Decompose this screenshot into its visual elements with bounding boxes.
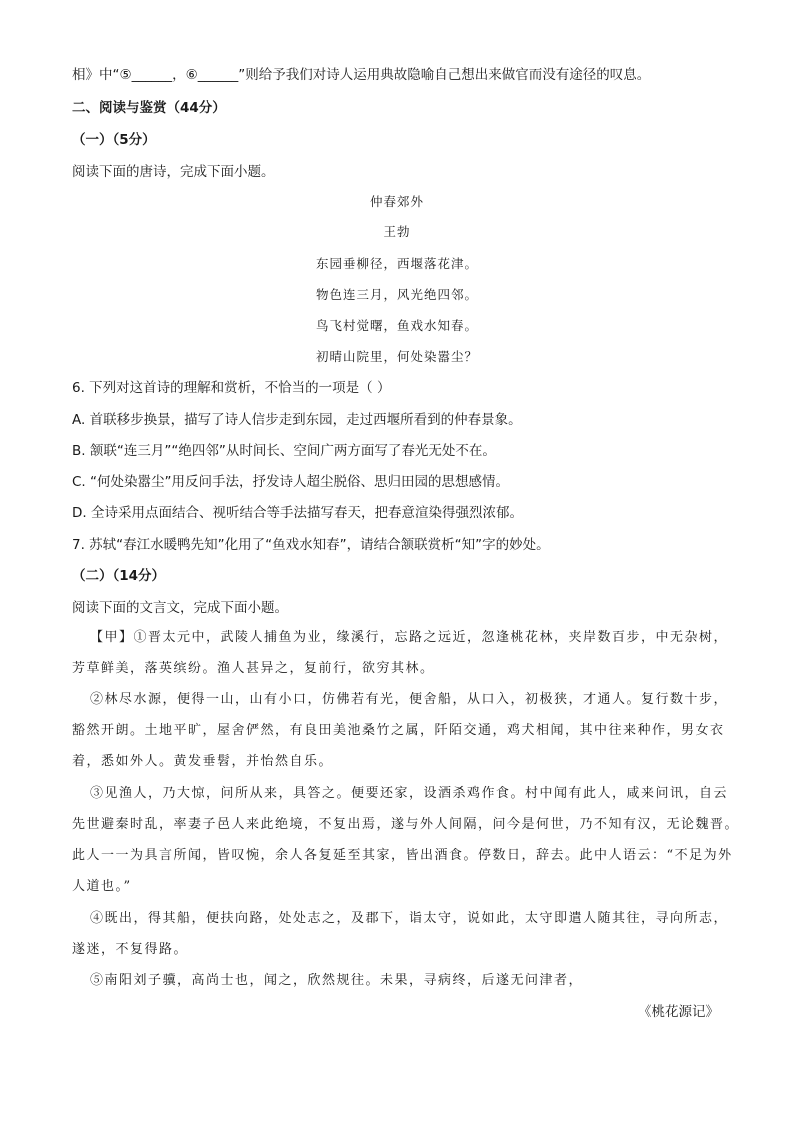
part1-instruction: 阅读下面的唐诗，完成下面小题。	[72, 164, 275, 180]
classical-text-line: ②林尽水源，便得一山，山有小口，仿佛若有光，便舍船，从口入，初极狭，才通人。复行数十步，	[90, 692, 729, 707]
poem-author: 王勃	[383, 224, 411, 239]
classical-text-line: 【甲】①晋太元中，武陵人捕鱼为业，缘溪行，忘路之远近，忽逢桃花林，夹岸数百步，中无杂树，	[90, 630, 729, 645]
question-6-option-d: D. 全诗采用点面结合、视听结合等手法描写春天，把春意渲染得强烈浓郁。	[72, 505, 523, 521]
part2-instruction: 阅读下面的文言文，完成下面小题。	[72, 600, 288, 616]
part1-heading: （一）（5分）	[72, 132, 156, 148]
question-6-option-a: A. 首联移步换景，描写了诗人信步走到东园，走过西堰所看到的仲春景象。	[72, 412, 522, 428]
classical-text-line: 人道也。”	[72, 879, 132, 894]
classical-text-line: 此人一一为具言所闻，皆叹惋，余人各复延至其家，皆出酒食。停数日，辞去。此中人语云：“不足为外	[72, 848, 733, 863]
question-6-stem: 6. 下列对这首诗的理解和赏析，不恰当的一项是（ ）	[72, 380, 391, 396]
classical-text-line: 豁然开朗。土地平旷，屋舍俨然，有良田美池桑竹之属，阡陌交通，鸡犬相闻，其中往来种作，男女衣	[72, 723, 725, 738]
question-6-option-b: B. 颔联“连三月”“绝四邻”从时间长、空间广两方面写了春光无处不在。	[72, 443, 496, 459]
poem-line: 初晴山院里，何处染嚣尘？	[315, 349, 478, 364]
classical-text-line: ④既出，得其船，便扶向路，处处志之，及郡下，诣太守，说如此，太守即遣人随其往，寻向所志，	[90, 911, 729, 926]
top-line: 相》中“⑤______，⑥______”则给予我们对诗人运用典故隐喻自己想出来做官而没有途径的叹息。	[72, 67, 651, 83]
question-6-option-c: C. “何处染嚣尘”用反问手法，抒发诗人超尘脱俗、思归田园的思想感情。	[72, 474, 509, 490]
classical-text-line: ③见渔人，乃大惊，问所从来，具答之。便要还家，设酒杀鸡作食。村中闻有此人，咸来问讯，自云	[90, 786, 729, 801]
classical-text-line: 先世避秦时乱，率妻子邑人来此绝境，不复出焉，遂与外人间隔，问今是何世，乃不知有汉，无论魏晋。	[72, 817, 740, 832]
classical-text-line: 遂迷，不复得路。	[72, 942, 189, 957]
poem-line: 鸟飞村觉曙，鱼戏水知春。	[315, 318, 478, 333]
section2-heading: 二、阅读与鉴赏（44分）	[72, 100, 226, 116]
part2-heading: （二）（14分）	[72, 568, 166, 584]
classical-text-line: 芳草鲜美，落英缤纷。渔人甚异之，复前行，欲穷其林。	[72, 661, 435, 676]
classical-text-line: ⑤南阳刘子骥，高尚士也，闻之，欣然规往。未果，寻病终，后遂无问津者，	[90, 973, 584, 988]
classical-text-line: 着，悉如外人。黄发垂髫，并怡然自乐。	[72, 754, 334, 769]
poem-line: 东园垂柳径，西堰落花津。	[315, 256, 478, 271]
poem-title: 仲春郊外	[369, 194, 424, 209]
question-7: 7. 苏轼“春江水暖鸭先知”化用了“鱼戏水知春”，请结合颔联赏析“知”字的妙处。	[72, 537, 550, 553]
source-citation: 《桃花源记》	[638, 1004, 719, 1020]
poem-line: 物色连三月，风光绝四邻。	[315, 287, 478, 302]
